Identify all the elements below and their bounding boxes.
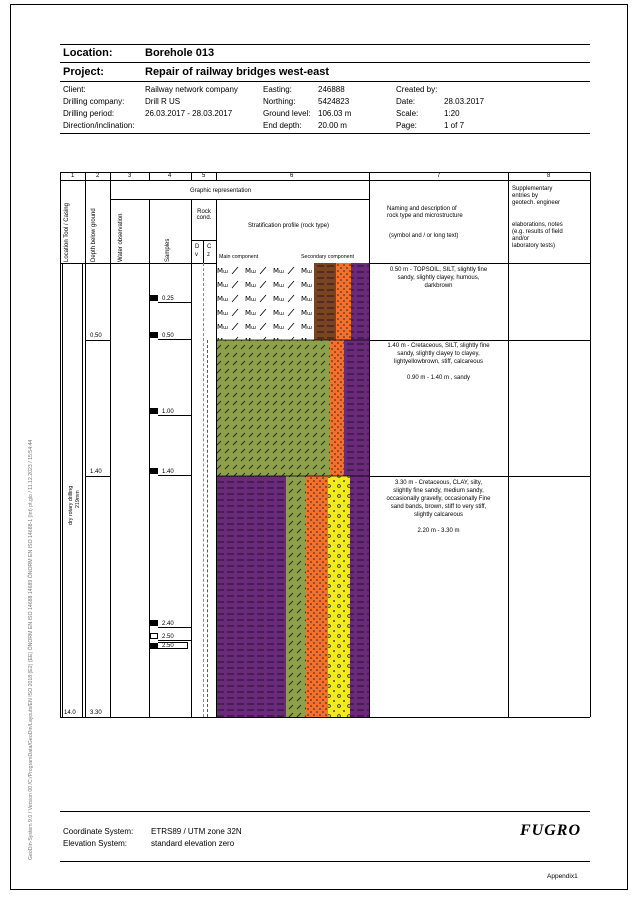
col-number: 3	[128, 173, 132, 179]
depth-value: 1.40	[90, 469, 102, 475]
sample-depth: 1.40	[162, 469, 174, 475]
ground-label: Ground level:	[263, 109, 311, 118]
supp-header-6: and/or	[512, 236, 530, 242]
layer1-main-pattern	[217, 263, 314, 340]
depth-value: 3.30	[90, 710, 102, 716]
sample-marker	[150, 295, 158, 301]
location-tool-header: Location Tool / Casing	[64, 203, 70, 262]
footer-rule	[60, 811, 590, 812]
col-number: 2	[96, 173, 100, 179]
date-value: 28.03.2017	[444, 97, 485, 106]
page-value: 1 of 7	[444, 121, 465, 130]
secondary-component-header: Secondary component	[301, 254, 355, 260]
cz-header: C z	[207, 244, 212, 258]
col-number: 4	[168, 173, 172, 179]
direction-label: Direction/inclination:	[63, 121, 135, 130]
col-number: 6	[290, 173, 294, 179]
casing-label: 219mm	[75, 490, 81, 508]
sample-depth: 2.40	[162, 621, 174, 627]
naming-header-1: Naming and description of	[387, 206, 457, 212]
sample-marker	[150, 468, 158, 474]
date-label: Date:	[396, 97, 416, 106]
sample-depth: 2.50	[162, 634, 174, 640]
easting-value: 246888	[318, 85, 345, 94]
footer-rule	[60, 861, 590, 862]
layer1-description: 0.50 m - TOPSOIL, SILT, slightly fine sandy, slightly clayey, humous, darkbrown	[389, 267, 488, 289]
sample-marker	[150, 643, 158, 649]
water-observation-header: Water observation	[118, 213, 124, 262]
bottom-tool: 14.0	[64, 710, 76, 716]
period-label: Drilling period:	[63, 109, 115, 118]
samples-header: Samples	[165, 238, 171, 262]
coord-value: ETRS89 / UTM zone 32N	[151, 827, 242, 836]
col-number: 7	[437, 173, 441, 179]
rule	[60, 62, 590, 63]
strat-profile-header: Stratification profile (rock type)	[248, 223, 330, 229]
northing-label: Northing:	[263, 97, 296, 106]
project-value: Repair of railway bridges west-east	[145, 66, 330, 78]
supp-header-7: laboratory tests)	[512, 243, 556, 249]
client-label: Client:	[63, 85, 86, 94]
sample-depth: 1.00	[162, 409, 174, 415]
naming-header-2: rock type and microstructure	[387, 213, 463, 219]
main-component-header: Main component	[219, 254, 259, 260]
client-value: Railway network company	[145, 85, 238, 94]
elevation-value: standard elevation zero	[151, 839, 235, 848]
layer3-description: 3.30 m - Cretaceous, CLAY, silty, slightly fine sandy, medium sandy, occasionally gravelly, occasionally Fine sand bands, brown, stiff to very stiff, slightly calcareous 2.20 m - 3.30 m	[386, 480, 491, 534]
rock-cond-header: Rock cond.	[196, 209, 212, 221]
elevation-label: Elevation System:	[63, 839, 128, 848]
col-number: 5	[202, 173, 206, 179]
tool-label: dry rotary drilling	[68, 485, 74, 525]
rule	[60, 133, 590, 134]
sample-marker	[150, 633, 158, 639]
col-number: 8	[547, 173, 551, 179]
created-label: Created by:	[396, 85, 438, 94]
col-number: 1	[71, 173, 75, 179]
naming-header-3: (symbol and / or long text)	[389, 233, 459, 239]
depth-value: 0.50	[90, 333, 102, 339]
company-value: Drill R US	[145, 97, 181, 106]
supp-header-4: elaborations, notes	[512, 222, 563, 228]
scale-value: 1:20	[444, 109, 460, 118]
page-label: Page:	[396, 121, 417, 130]
scale-label: Scale:	[396, 109, 419, 118]
supp-header-1: Supplementary	[512, 186, 553, 192]
ground-value: 106.03 m	[318, 109, 352, 118]
stratification-profile	[216, 263, 369, 717]
sample-marker	[150, 620, 158, 626]
side-metadata: GeoDin-System 9.0 / Version 00 /C:/ProgramData/GeoDin/Layouts/EN ISO 2018 (E2) (EE) ÖNORM EN ISO 14688 14689 ÖNORM EN ISO 14688-1 (Int) pt.glo / 11.12.2023 / 15:54:44	[28, 439, 34, 860]
location-label: Location:	[63, 47, 113, 59]
appendix-label: Appendix1	[547, 873, 578, 880]
sample-marker	[150, 408, 158, 414]
supp-header-2: entries by	[512, 193, 539, 199]
fugro-logo: FUGRO	[520, 822, 582, 839]
enddepth-value: 20.00 m	[318, 121, 347, 130]
company-label: Drilling company:	[63, 97, 125, 106]
layer2-description: 1.40 m - Cretaceous, SILT, slightly fine sandy, slightly clayey to clayey, lightyellowbrown, stiff, calcareous 0.90 m - 1.40 m , sandy	[387, 343, 490, 381]
rule	[60, 81, 590, 82]
rule	[60, 44, 590, 45]
dv-header: D v	[195, 244, 200, 258]
project-label: Project:	[63, 66, 104, 78]
enddepth-label: End depth:	[263, 121, 302, 130]
period-value: 26.03.2017 - 28.03.2017	[145, 109, 233, 118]
location-value: Borehole 013	[145, 47, 215, 59]
graphic-representation-header: Graphic representation	[190, 188, 252, 194]
supp-header-3: geotech. engineer	[512, 200, 561, 206]
sample-depth: 0.25	[162, 296, 174, 302]
rock-cond-line	[207, 340, 208, 717]
depth-below-header: Depth below ground	[91, 208, 97, 262]
sample-depth: 0.50	[162, 333, 174, 339]
northing-value: 5424823	[318, 97, 350, 106]
supp-header-5: (e.g. results of field	[512, 229, 563, 235]
easting-label: Easting:	[263, 85, 292, 94]
sample-depth: 2.50	[162, 643, 174, 649]
coord-label: Coordinate System:	[63, 827, 134, 836]
sample-marker	[150, 332, 158, 338]
rock-cond-line	[203, 263, 204, 717]
